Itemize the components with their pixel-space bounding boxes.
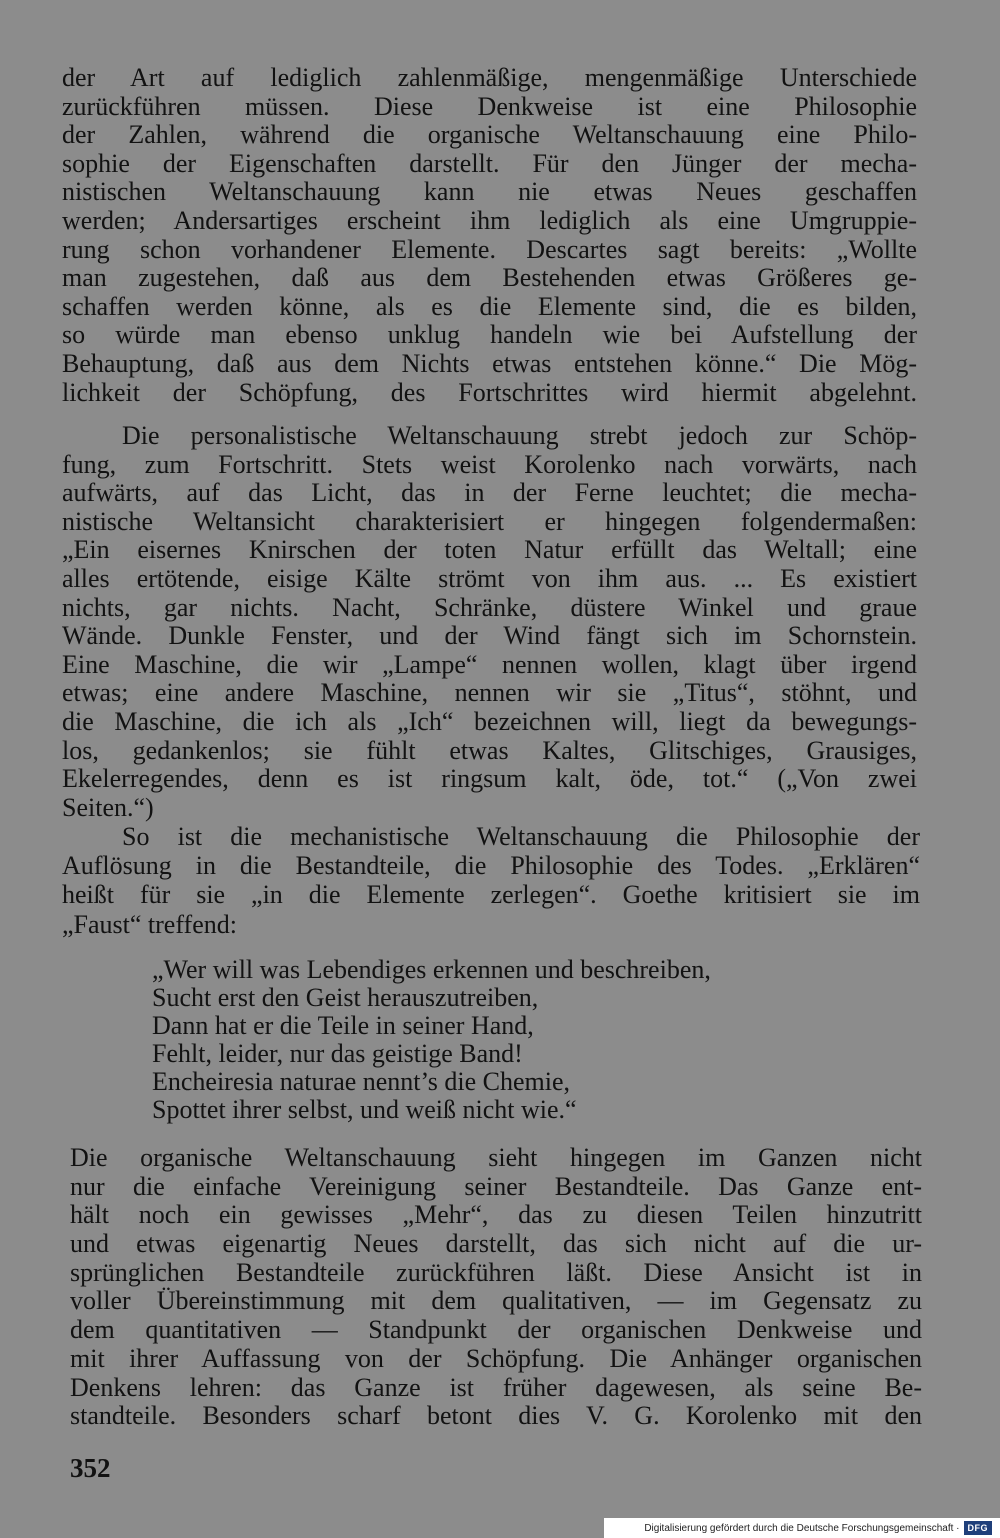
text-line: man zugestehen, daß aus dem Bestehenden etwas Größeres ge-	[62, 264, 917, 293]
text-line: werden; Andersartiges erscheint ihm lediglich als eine Umgruppie-	[62, 206, 917, 235]
verse-line: Encheiresia naturae nennt’s die Chemie,	[152, 1068, 571, 1096]
text-line: Seiten.“)	[62, 793, 154, 822]
verse-line: „Wer will was Lebendiges erkennen und beschreiben,	[152, 956, 711, 984]
text-line: die Maschine, die ich als „Ich“ bezeichnen will, liegt da bewegungs-	[62, 707, 917, 736]
text-line: los, gedankenlos; sie fühlt etwas Kaltes, Glitschiges, Grausiges,	[62, 736, 917, 765]
digitization-credit	[604, 1518, 1000, 1538]
verse-line: Dann hat er die Teile in seiner Hand,	[152, 1012, 534, 1040]
text-line: aufwärts, auf das Licht, das in der Ferne leuchtet; die mecha-	[62, 479, 917, 508]
text-line: Ekelerregendes, denn es ist ringsum kalt, öde, tot.“ („Von zwei	[62, 765, 917, 794]
text-line: So ist die mechanistische Weltanschauung die Philosophie der	[122, 822, 920, 851]
paragraph	[62, 822, 920, 939]
text-line: der Art auf lediglich zahlenmäßige, mengenmäßige Unterschiede	[62, 64, 917, 92]
verse-line: Spottet ihrer selbst, und weiß nicht wie.“	[152, 1096, 577, 1124]
verse-line: Sucht erst den Geist herauszutreiben,	[152, 984, 539, 1012]
text-line: dem quantitativen — Standpunkt der organischen Denkweise und	[70, 1316, 922, 1345]
text-line: „Faust“ treffend:	[62, 909, 237, 939]
page-number: 352	[70, 1453, 111, 1483]
text-line: etwas; eine andere Maschine, nennen wir sie „Titus“, stöhnt, und	[62, 679, 917, 708]
text-line: Behauptung, daß aus dem Nichts etwas entstehen könne.“ Die Mög-	[62, 349, 917, 378]
text-line: fung, zum Fortschritt. Stets weist Korolenko nach vorwärts, nach	[62, 450, 917, 479]
text-line: nichts, gar nichts. Nacht, Schränke, düstere Winkel und graue	[62, 593, 917, 622]
text-line: lichkeit der Schöpfung, des Fortschrittes wird hiermit abgelehnt.	[62, 378, 917, 407]
text-line: schaffen werden könne, als es die Elemente sind, die es bilden,	[62, 292, 917, 321]
text-line: standteile. Besonders scharf betont dies V. G. Korolenko mit den	[70, 1402, 922, 1431]
text-line: voller Übereinstimmung mit dem qualitativen, — im Gegensatz zu	[70, 1287, 922, 1316]
text-line: mit ihrer Auffassung von der Schöpfung. Die Anhänger organischen	[70, 1344, 922, 1373]
text-line: zurückführen müssen. Diese Denkweise ist eine Philosophie	[62, 92, 917, 121]
paragraph	[62, 64, 917, 407]
text-line: alles ertötende, eisige Kälte strömt von ihm aus. ... Es existiert	[62, 564, 917, 593]
text-line: nistischen Weltanschauung kann nie etwas Neues geschaffen	[62, 178, 917, 207]
text-line: sprünglichen Bestandteile zurückführen läßt. Diese Ansicht ist in	[70, 1258, 922, 1287]
text-line: nistische Weltansicht charakterisiert er hingegen folgendermaßen:	[62, 507, 917, 536]
text-line: Auflösung in die Bestandteile, die Philosophie des Todes. „Erklären“	[62, 851, 920, 881]
verse-line: Fehlt, leider, nur das geistige Band!	[152, 1040, 523, 1068]
digitization-credit-text: Digitalisierung gefördert durch die Deutsche Forschungsgemeinschaft ·	[644, 1522, 960, 1534]
text-line: und etwas eigenartig Neues darstellt, das sich nicht auf die ur-	[70, 1230, 922, 1259]
paragraph	[70, 1144, 922, 1431]
verse-quote	[152, 956, 872, 1124]
text-line: heißt für sie „in die Elemente zerlegen“. Goethe kritisiert sie im	[62, 880, 920, 910]
paragraph	[62, 422, 917, 822]
text-line: Wände. Dunkle Fenster, und der Wind fängt sich im Schornstein.	[62, 622, 917, 651]
text-line: Die organische Weltanschauung sieht hingegen im Ganzen nicht	[70, 1144, 922, 1172]
text-line: nur die einfache Vereinigung seiner Bestandteile. Das Ganze ent-	[70, 1172, 922, 1201]
text-line: hält noch ein gewisses „Mehr“, das zu diesen Teilen hinzutritt	[70, 1201, 922, 1230]
dfg-logo: DFG	[964, 1521, 993, 1535]
text-line: Denkens lehren: das Ganze ist früher dagewesen, als seine Be-	[70, 1373, 922, 1402]
text-line: Eine Maschine, die wir „Lampe“ nennen wollen, klagt über irgend	[62, 650, 917, 679]
text-line: „Ein eisernes Knirschen der toten Natur erfüllt das Weltall; eine	[62, 536, 917, 565]
text-line: sophie der Eigenschaften darstellt. Für den Jünger der mecha-	[62, 149, 917, 178]
text-line: Die personalistische Weltanschauung strebt jedoch zur Schöp-	[122, 422, 917, 450]
text-line: so würde man ebenso unklug handeln wie bei Aufstellung der	[62, 321, 917, 350]
text-line: rung schon vorhandener Elemente. Descartes sagt bereits: „Wollte	[62, 235, 917, 264]
text-line: der Zahlen, während die organische Weltanschauung eine Philo-	[62, 121, 917, 150]
